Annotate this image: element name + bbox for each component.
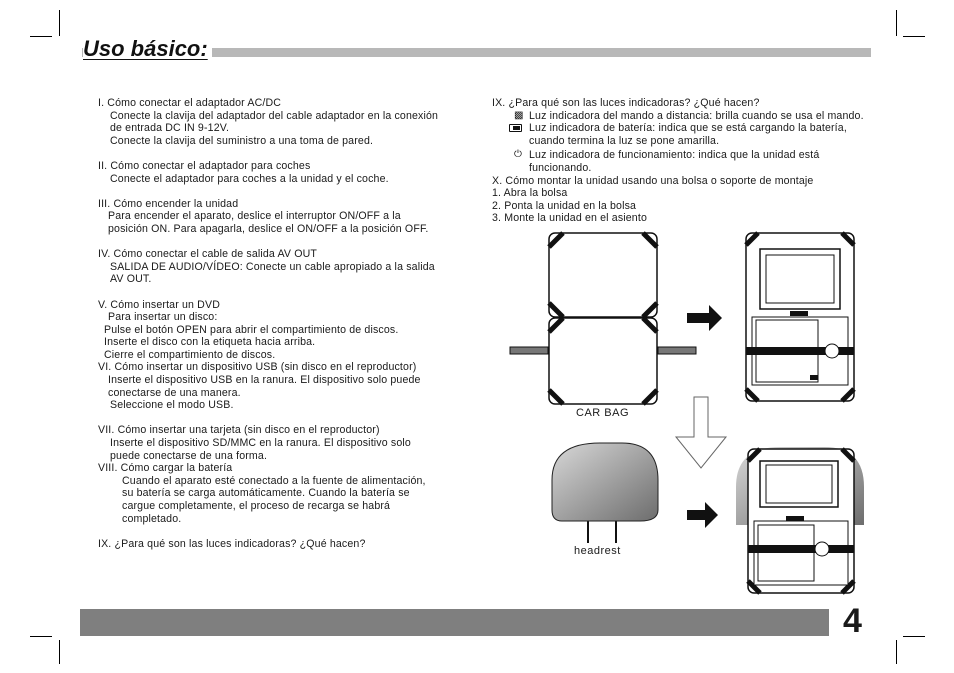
crop-mark (30, 36, 52, 37)
paragraph: Conecte el adaptador para coches a la unidad y el coche. (110, 172, 389, 185)
paragraph: Para encender el aparato, deslice el interruptor ON/OFF a la posición ON. Para apagarla, deslice el ON/OFF a la posición OFF. (108, 210, 429, 235)
paragraph: IX. ¿Para qué son las luces indicadoras? ¿Qué hacen? (98, 537, 366, 550)
paragraph: Seleccione el modo USB. (110, 399, 234, 412)
paragraph: Cierre el compartimiento de discos. (104, 348, 276, 361)
mounting-drawing (490, 225, 870, 605)
remote-light-icon: ▩ (514, 109, 524, 121)
paragraph: VII. Cómo insertar una tarjeta (sin disco en el reproductor) (98, 424, 380, 437)
paragraph: Inserte el dispositivo SD/MMC en la ranura. El dispositivo solo puede conectarse de una forma. (110, 437, 411, 462)
left-column (98, 97, 440, 550)
paragraph-gap (98, 236, 440, 249)
mount-step: 1. Abra la bolsa (492, 187, 568, 200)
paragraph: VIII. Cómo cargar la batería (98, 462, 233, 475)
crop-mark (59, 10, 60, 36)
indicator-battery (492, 122, 872, 147)
paragraph: V. Cómo insertar un DVD (98, 298, 220, 311)
paragraph-gap (98, 185, 440, 198)
unit-in-bag-drawing (746, 233, 854, 401)
paragraph: Cuando el aparato esté conectado a la fuente de alimentación, su batería se carga automáticamente. Cuando la batería se cargue completamente, el proceso de recarga se habrá completado. (122, 474, 426, 525)
paragraph-gap (98, 286, 440, 299)
indicator-power (492, 149, 872, 174)
indicator-heading: IX. ¿Para qué son las luces indicadoras? ¿Qué hacen? (492, 97, 760, 109)
paragraph-gap (98, 147, 440, 160)
paragraph: Inserte el disco con la etiqueta hacia arriba. (104, 336, 316, 349)
paragraph: IV. Cómo conectar el cable de salida AV OUT (98, 248, 318, 261)
battery-light-icon (509, 124, 522, 132)
paragraph: VI. Cómo insertar un dispositivo USB (sin disco en el reproductor) (98, 361, 417, 374)
page-title: Uso básico: (83, 36, 212, 62)
paragraph: SALIDA DE AUDIO/VÍDEO: Conecte un cable apropiado a la salida AV OUT. (110, 260, 435, 286)
crop-mark (59, 640, 60, 664)
arrow-right-icon (687, 502, 718, 528)
right-column (492, 97, 872, 225)
mounting-illustration (490, 225, 870, 605)
crop-mark (903, 36, 925, 37)
indicator-remote (492, 110, 872, 123)
paragraph: Inserte el dispositivo USB en la ranura. El dispositivo solo puede conectarse de una manera. (108, 374, 421, 399)
indicator-text: Luz indicadora de batería: indica que se está cargando la batería, cuando termina la luz se pone amarilla. (529, 122, 847, 147)
paragraph-gap (98, 525, 440, 538)
paragraph: Conecte la clavija del suministro a una toma de pared. (110, 134, 374, 147)
paragraph: Pulse el botón OPEN para abrir el compartimiento de discos. (104, 323, 399, 336)
mount-step: 3. Monte la unidad en el asiento (492, 212, 647, 225)
crop-mark (30, 636, 52, 637)
mount-heading: X. Cómo montar la unidad usando una bolsa o soporte de montaje (492, 174, 814, 187)
car-bag-drawing (510, 233, 696, 404)
paragraph: Conecte la clavija del adaptador del cable adaptador en la conexión de entrada DC IN 9-12V. (110, 109, 439, 135)
paragraph: Para insertar un disco: (108, 311, 218, 324)
car-bag-label: CAR BAG (576, 407, 630, 419)
arrow-right-icon (687, 305, 722, 331)
paragraph: I. Cómo conectar el adaptador AC/DC (98, 97, 282, 109)
paragraph-gap (98, 412, 440, 425)
indicator-text: Luz indicadora de funcionamiento: indica que la unidad está funcionando. (529, 149, 820, 174)
arrow-down-icon (676, 397, 726, 468)
footer-bar (80, 609, 829, 636)
crop-mark (896, 640, 897, 664)
page-number: 4 (843, 602, 862, 640)
crop-mark (903, 636, 925, 637)
headrest-drawing (552, 443, 658, 543)
paragraph: III. Cómo encender la unidad (98, 197, 239, 210)
power-light-icon: ⏻ (514, 149, 523, 161)
indicator-text: Luz indicadora del mando a distancia: brilla cuando se usa el mando. (529, 109, 864, 122)
paragraph: II. Cómo conectar el adaptador para coches (98, 159, 311, 172)
unit-on-headrest-drawing (736, 447, 864, 593)
crop-mark (896, 10, 897, 36)
mount-step: 2. Ponta la unidad en la bolsa (492, 199, 637, 212)
headrest-label: headrest (574, 545, 621, 557)
